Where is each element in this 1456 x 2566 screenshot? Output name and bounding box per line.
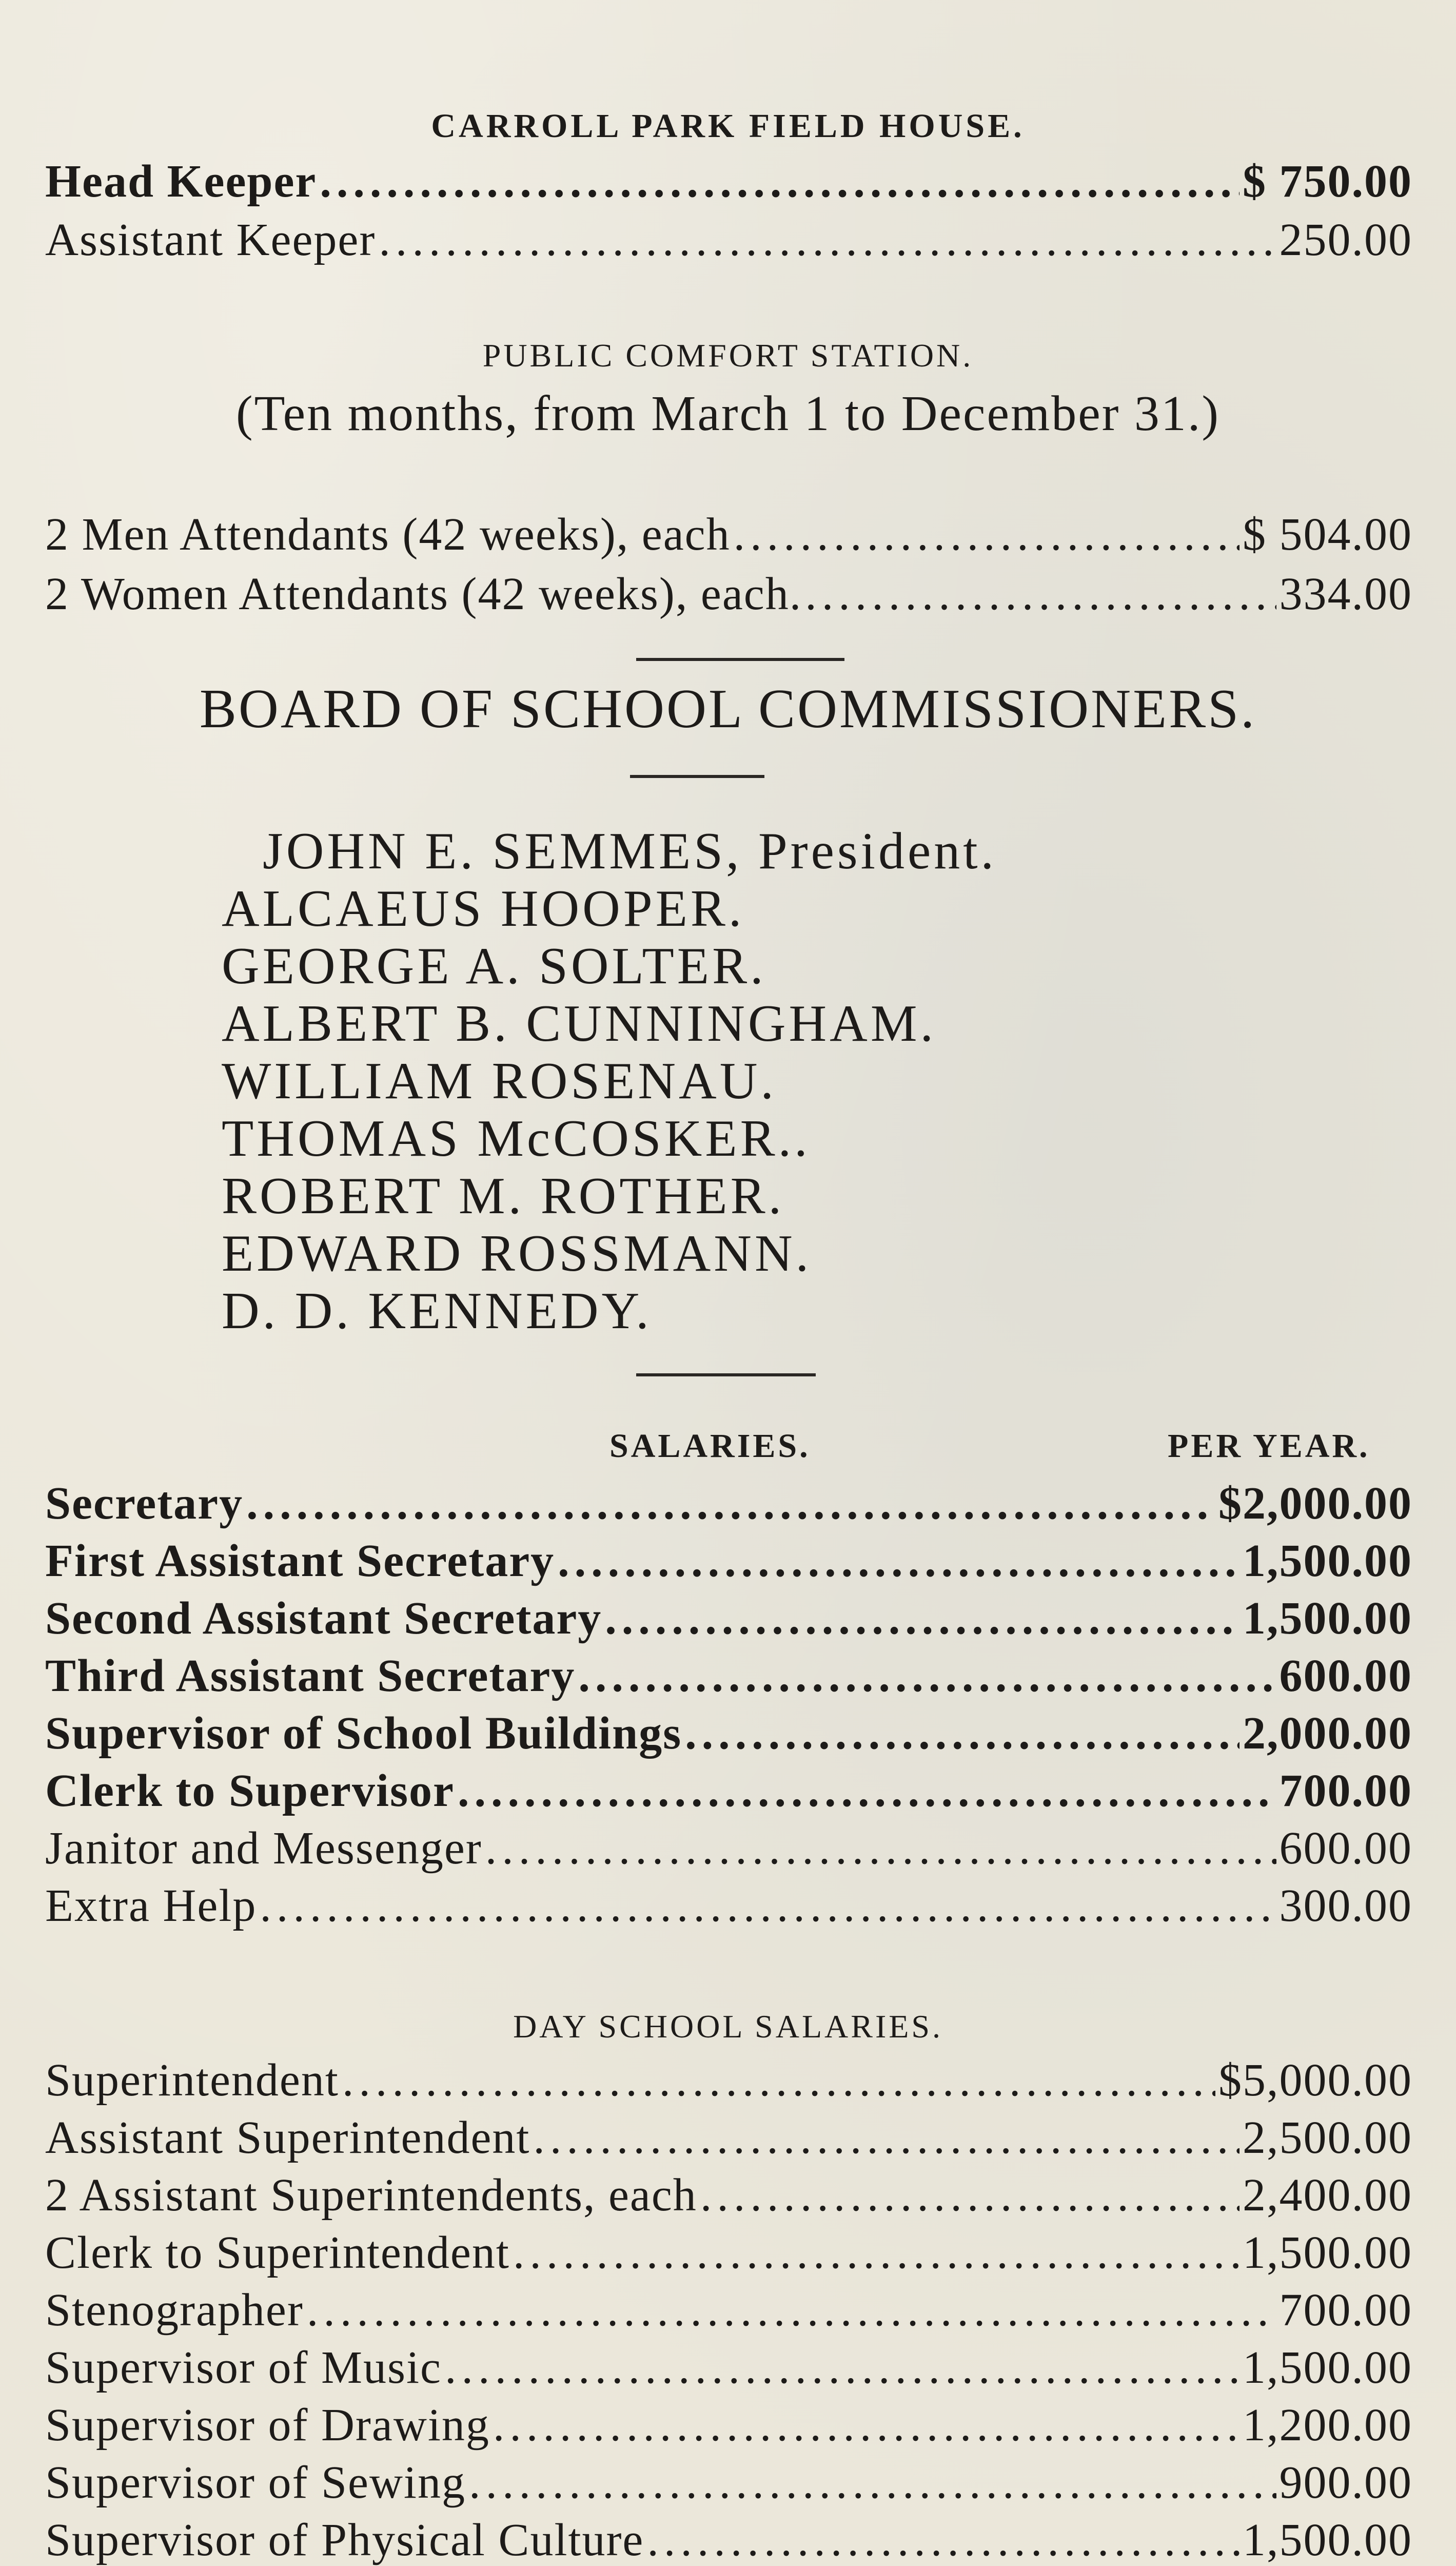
- row-label: Superintendent: [45, 2055, 339, 2106]
- row-amount: 1,200.00: [1243, 2400, 1412, 2451]
- row-label: 2 Men Attendants (42 weeks), each: [45, 509, 731, 560]
- ledger-row: [45, 1477, 1412, 1533]
- row-amount: 600.00: [1279, 1823, 1412, 1874]
- ledger-row: [45, 2399, 1412, 2455]
- dot-leader: [685, 1707, 1239, 1760]
- board-member: ALBERT B. CUNNINGHAM.: [222, 995, 937, 1053]
- row-label: Janitor and Messenger: [45, 1823, 482, 1874]
- ledger-row: [45, 2054, 1412, 2110]
- ledger-row: [45, 1649, 1412, 1706]
- row-label: Clerk to Superintendent: [45, 2227, 510, 2278]
- row-label: Secretary: [45, 1478, 244, 1529]
- dot-leader: [734, 508, 1239, 561]
- row-label: Assistant Superintendent: [45, 2112, 530, 2163]
- ledger-row: [45, 1707, 1412, 1763]
- per-year-heading: PER YEAR.: [1168, 1427, 1370, 1465]
- ledger-row: [45, 2514, 1412, 2566]
- row-amount: 600.00: [1279, 1650, 1412, 1701]
- row-label: Assistant Keeper: [45, 215, 376, 265]
- row-label: Clerk to Supervisor: [45, 1765, 455, 1816]
- row-amount: 700.00: [1279, 2285, 1412, 2336]
- dot-leader: [558, 1534, 1239, 1587]
- dot-leader: [445, 2341, 1239, 2394]
- board-member: D. D. KENNEDY.: [222, 1282, 652, 1340]
- row-amount: 1,500.00: [1243, 1593, 1412, 1644]
- dot-leader: [493, 2399, 1239, 2452]
- ledger-row: [45, 2169, 1412, 2225]
- dot-leader: [469, 2456, 1276, 2509]
- row-amount: 700.00: [1279, 1765, 1412, 1816]
- dot-leader: [513, 2226, 1239, 2279]
- row-label: 2 Women Attendants (42 weeks), each.: [45, 569, 802, 619]
- ledger-row: [45, 2284, 1412, 2340]
- board-member: GEORGE A. SOLTER.: [222, 937, 766, 995]
- row-label: Extra Help: [45, 1880, 257, 1931]
- ledger-row: [45, 2226, 1412, 2283]
- ledger-row: [45, 1822, 1412, 1878]
- dot-leader: [342, 2054, 1215, 2107]
- row-label: Supervisor of School Buildings: [45, 1708, 682, 1759]
- row-amount: 2,000.00: [1243, 1708, 1412, 1759]
- dot-leader: [605, 1592, 1239, 1645]
- row-amount: 2,500.00: [1243, 2112, 1412, 2163]
- row-amount: 1,500.00: [1243, 2342, 1412, 2393]
- salaries-heading: SALARIES.: [609, 1427, 811, 1465]
- row-label: Stenographer: [45, 2285, 304, 2336]
- comfort-station-heading: PUBLIC COMFORT STATION.: [482, 337, 974, 374]
- row-amount: 900.00: [1279, 2457, 1412, 2508]
- board-member: WILLIAM ROSENAU.: [222, 1052, 777, 1110]
- dot-leader: [647, 2514, 1239, 2566]
- dot-leader: [578, 1649, 1276, 1702]
- section-divider: [630, 775, 764, 778]
- row-amount: $ 504.00: [1243, 509, 1412, 560]
- ledger-row: [45, 1764, 1412, 1821]
- ledger-row: [45, 1879, 1412, 1936]
- dot-leader: [320, 155, 1239, 208]
- board-heading: BOARD OF SCHOOL COMMISSIONERS.: [199, 678, 1257, 740]
- dot-leader: [533, 2111, 1239, 2164]
- board-member: EDWARD ROSSMANN.: [222, 1224, 812, 1282]
- day-school-heading: DAY SCHOOL SALARIES.: [513, 2008, 943, 2045]
- row-label: Supervisor of Music: [45, 2342, 442, 2393]
- dot-leader: [700, 2169, 1239, 2222]
- ledger-row: [45, 213, 1412, 270]
- row-amount: 300.00: [1279, 1880, 1412, 1931]
- ledger-row: [45, 508, 1412, 565]
- ledger-row: [45, 1592, 1412, 1648]
- dot-leader: [379, 213, 1276, 266]
- row-label: First Assistant Secretary: [45, 1535, 555, 1586]
- row-label: Supervisor of Drawing: [45, 2400, 490, 2451]
- board-member: ALCAEUS HOOPER.: [222, 880, 745, 938]
- comfort-station-subtitle: (Ten months, from March 1 to December 31.): [236, 386, 1220, 441]
- row-label: Third Assistant Secretary: [45, 1650, 576, 1701]
- ledger-row: [45, 1534, 1412, 1591]
- row-label: 2 Assistant Superintendents, each: [45, 2170, 697, 2221]
- ledger-row: [45, 155, 1412, 211]
- row-amount: $5,000.00: [1218, 2055, 1412, 2106]
- ledger-row: [45, 2111, 1412, 2168]
- row-amount: $ 750.00: [1243, 156, 1412, 207]
- row-amount: 2,400.00: [1243, 2170, 1412, 2221]
- dot-leader: [805, 568, 1276, 620]
- row-label: Second Assistant Secretary: [45, 1593, 602, 1644]
- row-amount: 1,500.00: [1243, 1535, 1412, 1586]
- row-amount: 334.00: [1279, 569, 1412, 619]
- ledger-row: [45, 2456, 1412, 2513]
- row-amount: 250.00: [1279, 215, 1412, 265]
- row-label: Supervisor of Sewing: [45, 2457, 466, 2508]
- ledger-row: [45, 2341, 1412, 2398]
- dot-leader: [485, 1822, 1276, 1875]
- row-amount: 1,500.00: [1243, 2227, 1412, 2278]
- dot-leader: [260, 1879, 1276, 1932]
- row-amount: $2,000.00: [1218, 1478, 1412, 1529]
- row-amount: 1,500.00: [1243, 2515, 1412, 2565]
- board-member: ROBERT M. ROTHER.: [222, 1167, 785, 1225]
- board-member: JOHN E. SEMMES, President.: [263, 822, 997, 880]
- dot-leader: [307, 2284, 1276, 2337]
- field-house-heading: CARROLL PARK FIELD HOUSE.: [431, 107, 1025, 145]
- section-divider: [636, 658, 844, 661]
- row-label: Supervisor of Physical Culture: [45, 2515, 644, 2565]
- row-label: Head Keeper: [45, 156, 317, 207]
- dot-leader: [246, 1477, 1215, 1530]
- section-divider: [636, 1373, 816, 1376]
- dot-leader: [458, 1764, 1276, 1817]
- ledger-row: [45, 568, 1412, 624]
- board-member: THOMAS McCOSKER..: [222, 1110, 811, 1168]
